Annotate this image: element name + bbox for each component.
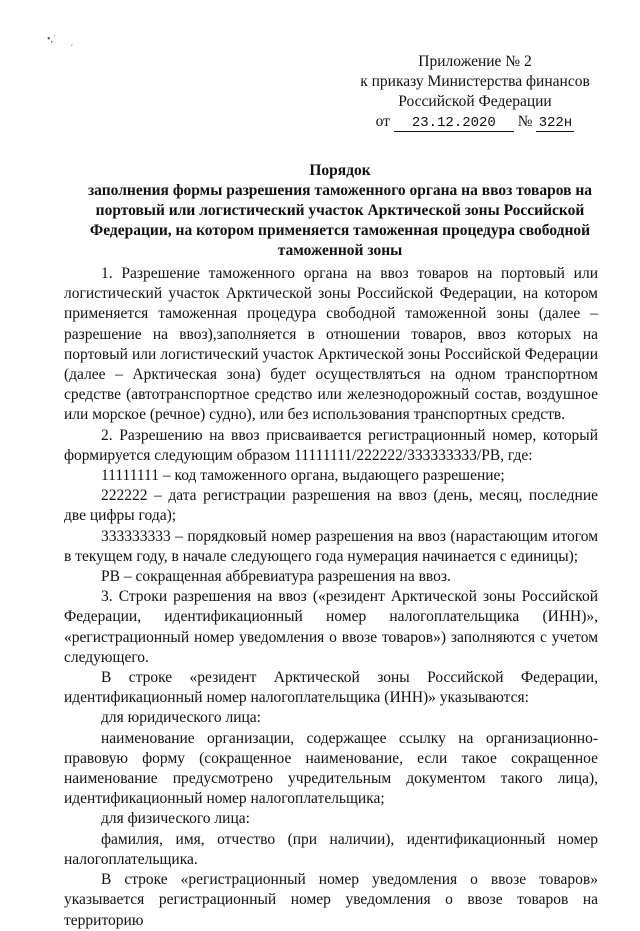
paragraph: В строке «регистрационный номер уведомления о ввозе товаров» указывается регистрационный номер уведомления о ввозе товаров на территорию <box>64 871 598 929</box>
paragraph: 222222 – дата регистрации разрешения на ввоз (день, месяц, последние две цифры года); <box>64 487 598 525</box>
document-body <box>64 264 598 931</box>
paragraph: 1. Разрешение таможенного органа на ввоз товаров на портовый или логистический участок Арктической зоны Российской Федерации, на котором применяется таможенная процедура свободной таможенной зоны (далее – разрешение на ввоз),заполняется в отношении товаров, ввоз которых на портовый или логистический участок Арктической зоны Российской Федерации (далее – Арктическая зона) будет осуществляться на одном транспортном средстве (автотранспортное средство или железнодорожный состав, воздушное или морское (речное) судно), или без использования транспортных средств. <box>64 265 598 424</box>
paragraph: фамилия, имя, отчество (при наличии), идентификационный номер налогоплательщика. <box>64 830 598 868</box>
order-date-line <box>360 112 590 132</box>
paragraph: наименование организации, содержащее ссылку на организационно-правовую форму (сокращенное наименование, если такое сокращенное наименование предусмотрено учредительным документом такого лица), идентификационный номер налогоплательщика; <box>64 729 598 808</box>
appendix-label: Приложение № 2 <box>418 53 532 70</box>
paragraph: РВ – сокращенная аббревиатура разрешения на ввоз. <box>101 568 451 586</box>
order-number-field: 322н <box>536 115 574 132</box>
appendix-header <box>360 52 590 132</box>
paragraph: для юридического лица: <box>101 709 261 727</box>
paragraph: 3. Строки разрешения на ввоз («резидент Арктической зоны Российской Федерации, идентификационный номер налогоплательщика (ИНН)», «регистрационный номер уведомления о ввозе товаров») заполняются с учетом следующего. <box>64 588 598 666</box>
paragraph: В строке «резидент Арктической зоны Российской Федерации, идентификационный номер налогоплательщика (ИНН)» указываются: <box>64 669 598 707</box>
paragraph: 333333333 – порядковый номер разрешения на ввоз (нарастающим итогом в текущем году, в начале следующего года нумерация начинается с единицы); <box>64 527 598 565</box>
date-prefix: от <box>375 113 390 130</box>
country-name: Российской Федерации <box>398 93 552 110</box>
document-title: Порядок <box>309 162 371 179</box>
scan-mark: •,ˈ <box>47 34 57 45</box>
order-reference: к приказу Министерства финансов <box>360 73 590 90</box>
paragraph: 2. Разрешению на ввоз присваивается регистрационный номер, который формируется следующим образом 11111111/222222/333333333/РВ, где: <box>64 426 598 464</box>
scan-mark: ˊ <box>70 44 74 55</box>
order-date-field: 23.12.2020 <box>394 115 514 132</box>
paragraph: для физического лица: <box>101 810 250 828</box>
number-prefix: № <box>517 113 533 130</box>
paragraph: 11111111 – код таможенного органа, выдающего разрешение; <box>101 467 505 485</box>
document-subtitle: заполнения формы разрешения таможенного органа на ввоз товаров на портовый или логистический участок Арктической зоны Российской Федерации, на котором применяется таможенная процедура свободной таможенной зоны <box>87 182 593 259</box>
